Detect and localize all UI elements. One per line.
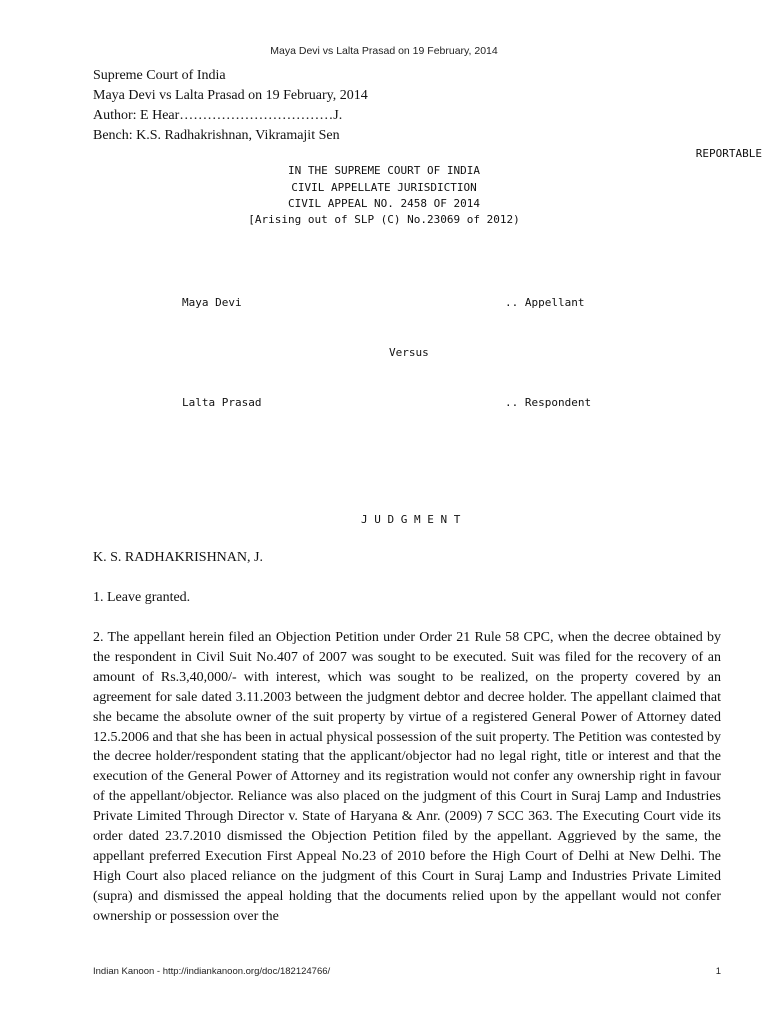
- judgment-title: J U D G M E N T: [361, 513, 461, 526]
- paragraph-1: [93, 588, 721, 608]
- court-heading-line-1: IN THE SUPREME COURT OF INDIA: [287, 164, 481, 177]
- court-heading-line-3: CIVIL APPEAL NO. 2458 OF 2014: [287, 197, 481, 210]
- case-title: Maya Devi vs Lalta Prasad on 19 February, 2014: [93, 88, 368, 103]
- judge-name: K. S. RADHAKRISHNAN, J.: [93, 550, 263, 565]
- document-meta: [93, 66, 368, 146]
- running-header: Maya Devi vs Lalta Prasad on 19 February, 2014: [270, 45, 498, 57]
- respondent-role: .. Respondent: [505, 396, 592, 409]
- bench-line: Bench: K.S. Radhakrishnan, Vikramajit Sen: [93, 128, 340, 143]
- paragraph-2-text: 2. The appellant herein filed an Objection Petition under Order 21 Rule 58 CPC, when the decree obtained by the respondent in Civil Suit No.407 of 2007 was sought to be executed. Suit was filed for the recovery of an amount of Rs.3,40,000/- with interest, which was sought to be realized, on the property covered by an agreement for sale dated 3.11.2003 between the judgment debtor and decree holder. The appellant claimed that she became the absolute owner of the suit property by virtue of a registered General Power of Attorney dated 12.5.2006 and that she has been in actual physical possession of the suit property. The Petition was contested by the decree holder/respondent stating that the applicant/objector had no legal right, title or interest and that the execution of the General Power of Attorney and its registration would not confer any ownership right in favour of the appellant/objector. Reliance was also placed on the judgment of this Court in Suraj Lamp and Industries Private Limited Through Director v. State of Haryana & Anr. (2009) 7 SCC 363. The Executing Court vide its order dated 23.7.2010 dismissed the Objection Petition filed by the appellant. Aggrieved by the same, the appellant preferred Execution First Appeal No.23 of 2010 before the High Court of Delhi at New Delhi. The High Court also placed reliance on the judgment of this Court in Suraj Lamp and Industries Private Limited (supra) and dismissed the appeal holding that the documents relied upon by the appellant would not confer ownership or possession over the: [93, 630, 721, 924]
- paragraph-2: [93, 628, 721, 927]
- court-name: Supreme Court of India: [93, 68, 226, 83]
- appellant-name: Maya Devi: [182, 296, 242, 309]
- respondent-name: Lalta Prasad: [182, 396, 262, 409]
- author-line: Author: E Hear……………………………J.: [93, 108, 343, 123]
- court-heading-line-2: CIVIL APPELLATE JURISDICTION: [291, 181, 477, 194]
- footer-source-link[interactable]: Indian Kanoon - http://indiankanoon.org/doc/182124766/: [93, 966, 331, 977]
- reportable-label: REPORTABLE: [695, 147, 762, 160]
- appellant-role: .. Appellant: [505, 296, 585, 309]
- court-heading-line-4: [Arising out of SLP (C) No.23069 of 2012): [248, 213, 520, 226]
- paragraph-1-text: 1. Leave granted.: [93, 590, 191, 605]
- versus-label: Versus: [389, 346, 429, 359]
- page-number: 1: [715, 966, 721, 977]
